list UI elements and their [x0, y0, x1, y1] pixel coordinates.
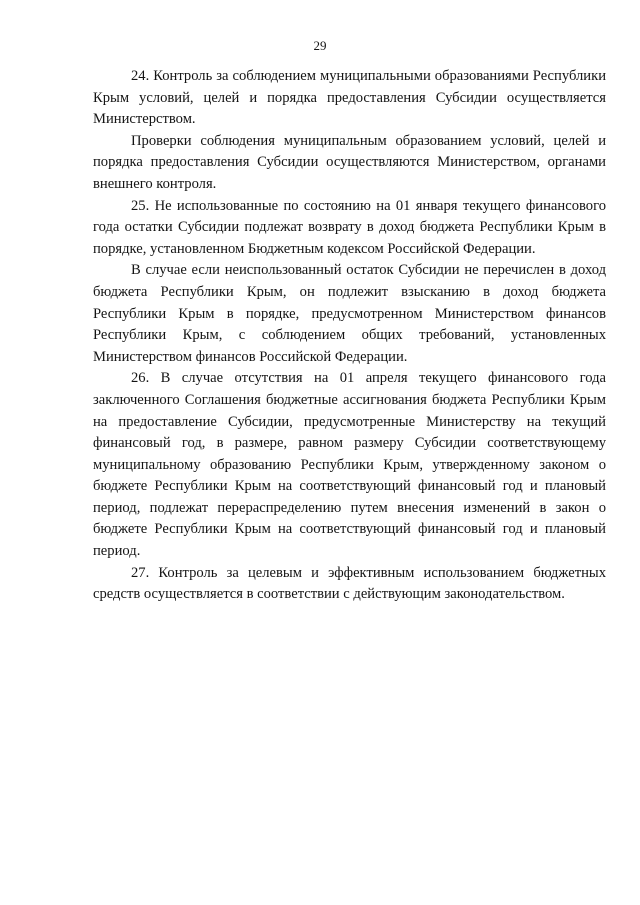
paragraph-25-recovery: В случае если неиспользованный остаток Субсидии не перечислен в доход бюджета Республики Крым, он подлежит взысканию в доход бюджета Республики Крым в порядке, предусмотренном Министерством финансов Республики Крым, с соблюдением общих требований, установленных Министерством финансов Российской Федерации.	[93, 262, 606, 365]
paragraph-27: 27. Контроль за целевым и эффективным использованием бюджетных средств осуществляется в соответствии с действующим законодательством.	[93, 564, 606, 603]
paragraph-25: 25. Не использованные по состоянию на 01 января текущего финансового года остатки Субсидии подлежат возврату в доход бюджета Республики Крым в порядке, установленном Бюджетным кодексом Российской Федерации.	[93, 197, 606, 257]
document-body	[93, 66, 606, 606]
paragraph-26: 26. В случае отсутствия на 01 апреля текущего финансового года заключенного Соглашения бюджетные ассигнования бюджета Республики Крым на предоставление Субсидии, предусмотренные Министерству на текущий финансовый год, в размере, равном размеру Субсидии соответствующему муниципальному образованию Республики Крым, утвержденному законом о бюджете Республики Крым на соответствующий финансовый год и плановый период, подлежат перераспределению путем внесения изменений в закон о бюджете Республики Крым на соответствующий финансовый год и плановый период.	[93, 370, 606, 560]
paragraph-24-checks: Проверки соблюдения муниципальным образованием условий, целей и порядка предоставления Субсидии осуществляются Министерством, органами внешнего контроля.	[93, 132, 606, 192]
page-number: 29	[313, 38, 327, 53]
paragraph-24: 24. Контроль за соблюдением муниципальными образованиями Республики Крым условий, целей и порядка предоставления Субсидии осуществляется Министерством.	[93, 68, 606, 128]
